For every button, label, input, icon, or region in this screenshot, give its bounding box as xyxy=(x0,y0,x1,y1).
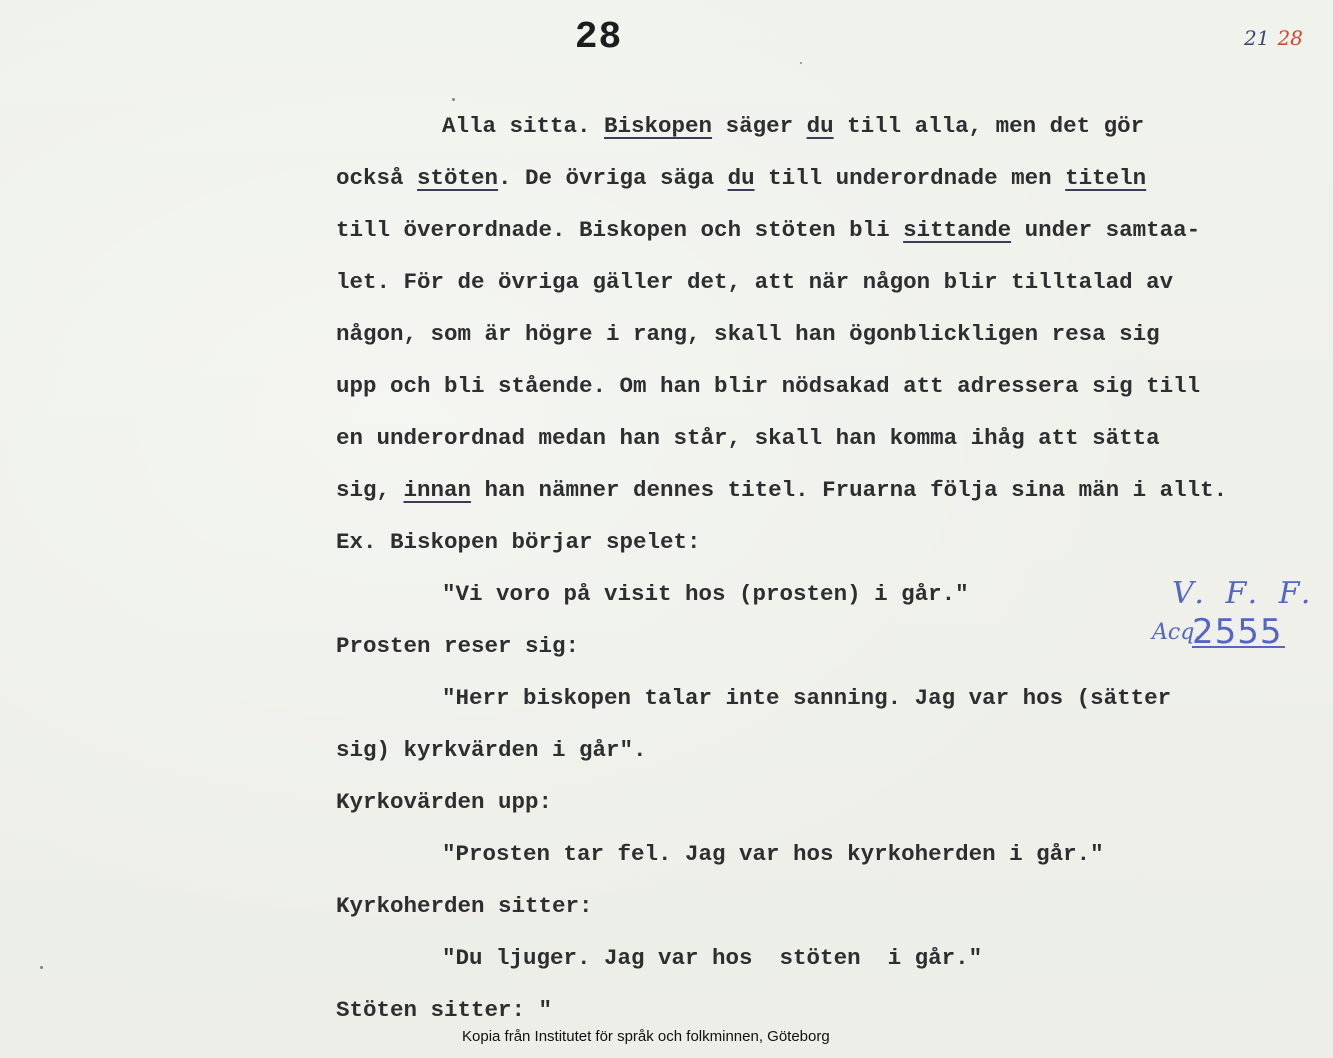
text-segment: "Du ljuger. Jag var hos stöten i går." xyxy=(442,945,983,971)
text-line xyxy=(336,936,1316,988)
text-line xyxy=(336,364,1316,416)
underlined-word: innan xyxy=(403,477,472,503)
text-line xyxy=(336,780,1316,832)
text-segment: Prosten reser sig: xyxy=(336,633,580,659)
text-segment: till underordnade men xyxy=(754,165,1066,191)
paper-speck xyxy=(40,966,43,969)
paper-speck xyxy=(800,62,802,64)
text-segment: Ex. Biskopen börjar spelet: xyxy=(336,529,701,555)
text-segment: till överordnade. Biskopen och stöten bli xyxy=(336,217,904,243)
underlined-word: stöten xyxy=(417,165,499,191)
text-line xyxy=(336,520,1316,572)
text-segment: let. För de övriga gäller det, att när någon blir tilltalad av xyxy=(336,269,1174,295)
text-line xyxy=(336,312,1316,364)
text-line xyxy=(336,260,1316,312)
corner-annotation xyxy=(1244,26,1303,50)
text-segment: Kyrkovärden upp: xyxy=(336,789,553,815)
archive-stamp xyxy=(1150,572,1320,672)
underlined-word: du xyxy=(727,165,755,191)
text-segment: en underordnad medan han står, skall han komma ihåg att sätta xyxy=(336,425,1160,451)
text-line xyxy=(336,156,1316,208)
text-line xyxy=(336,832,1316,884)
text-segment: säger xyxy=(712,113,807,139)
text-segment: upp och bli stående. Om han blir nödsakad att adressera sig till xyxy=(336,373,1201,399)
paper-speck xyxy=(452,98,455,101)
text-segment: till alla, men det gör xyxy=(833,113,1145,139)
text-line xyxy=(336,884,1316,936)
text-segment: "Vi voro på visit hos (prosten) i går." xyxy=(442,581,969,607)
text-line xyxy=(336,208,1316,260)
stamp-initials: V. F. F. xyxy=(1172,576,1317,611)
text-segment: "Prosten tar fel. Jag var hos kyrkoherden i går." xyxy=(442,841,1104,867)
text-segment: sig, xyxy=(336,477,404,503)
corner-annotation-handwritten: 21 xyxy=(1244,26,1270,50)
text-segment: Kyrkoherden sitter: xyxy=(336,893,593,919)
text-line xyxy=(336,416,1316,468)
text-line xyxy=(336,728,1316,780)
text-segment: Stöten sitter: " xyxy=(336,997,553,1023)
page-number: 28 xyxy=(574,16,623,59)
text-segment: också xyxy=(336,165,418,191)
text-line xyxy=(336,676,1316,728)
underlined-word: titeln xyxy=(1065,165,1147,191)
stamp-acq-number: 2555 xyxy=(1192,612,1283,652)
text-segment: under samtaa- xyxy=(1011,217,1201,243)
underlined-word: Biskopen xyxy=(604,113,713,139)
stamp-acq-label: Acq. xyxy=(1152,620,1202,645)
text-segment: Alla sitta. xyxy=(442,113,605,139)
underlined-word: du xyxy=(806,113,834,139)
text-segment: "Herr biskopen talar inte sanning. Jag var hos (sätter xyxy=(442,685,1172,711)
text-segment: sig) kyrkvärden i går". xyxy=(336,737,647,763)
corner-annotation-red: 28 xyxy=(1277,26,1303,50)
text-segment: han nämner dennes titel. Fruarna följa sina män i allt. xyxy=(471,477,1228,503)
text-segment: någon, som är högre i rang, skall han ögonblickligen resa sig xyxy=(336,321,1160,347)
footer-copy-notice: Kopia från Institutet för språk och folkminnen, Göteborg xyxy=(462,1028,830,1045)
text-line xyxy=(336,468,1316,520)
text-line xyxy=(336,104,1316,156)
underlined-word: sittande xyxy=(903,217,1012,243)
text-segment: . De övriga säga xyxy=(498,165,728,191)
